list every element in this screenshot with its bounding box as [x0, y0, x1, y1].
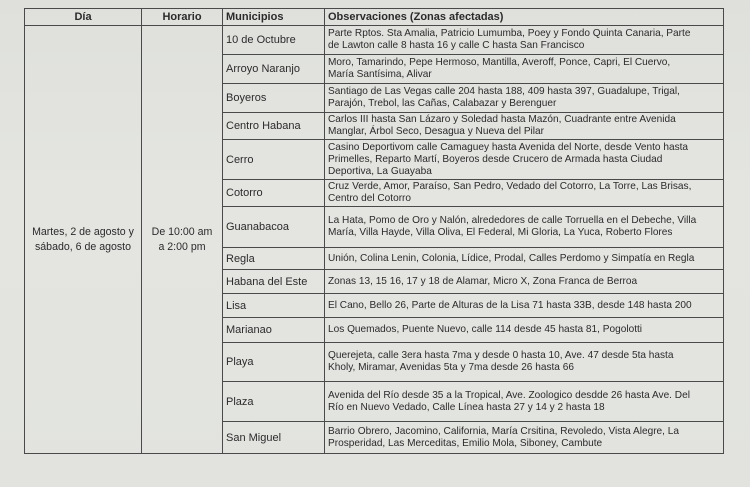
municipio-cell: Plaza: [223, 382, 325, 422]
observaciones-line: María Santísima, Alivar: [328, 69, 432, 80]
municipio-cell: Marianao: [223, 318, 325, 343]
observaciones-line: Kholy, Miramar, Avenidas 5ta y 7ma desde 26 hasta 66: [328, 362, 574, 373]
observaciones-line: Zonas 13, 15 16, 17 y 18 de Alamar, Micro X, Zona Franca de Berroa: [328, 275, 638, 287]
municipio-cell: Playa: [223, 343, 325, 382]
observaciones-line: Parajón, Trebol, las Cañas, Calabazar y Berenguer: [328, 98, 557, 109]
municipio-cell: Arroyo Naranjo: [223, 55, 325, 84]
observaciones-line: de Lawton calle 8 hasta 16 y calle C hasta San Francisco: [328, 40, 585, 51]
observaciones-line: Prosperidad, Las Merceditas, Emilio Mola, Siboney, Cambute: [328, 437, 603, 449]
observaciones-line: Santiago de Las Vegas calle 204 hasta 188, 409 hasta 397, Guadalupe, Trigal,: [328, 86, 680, 97]
observaciones-cell: [325, 140, 724, 180]
observaciones-cell: [325, 270, 724, 294]
municipio-cell: Guanabacoa: [223, 207, 325, 248]
observaciones-line: Los Quemados, Puente Nuevo, calle 114 desde 45 hasta 81, Pogolotti: [328, 324, 643, 335]
observaciones-cell: [325, 422, 724, 454]
dia-line: Martes, 2 de agosto y: [32, 225, 134, 238]
municipio-cell: Cerro: [223, 140, 325, 180]
observaciones-cell: [325, 294, 724, 318]
observaciones-cell: [325, 26, 724, 55]
observaciones-cell: [325, 318, 724, 343]
table-body: [25, 26, 724, 454]
header-municipios: Municipios: [223, 9, 325, 26]
observaciones-line: Deportiva, La Guayaba: [328, 165, 432, 177]
header-observaciones: Observaciones (Zonas afectadas): [325, 9, 724, 26]
observaciones-line: Querejeta, calle 3era hasta 7ma y desde 0 hasta 10, Ave. 47 desde 5ta hasta: [328, 350, 674, 361]
observaciones-line: Moro, Tamarindo, Pepe Hermoso, Mantilla, Averoff, Ponce, Capri, El Cuervo,: [328, 57, 671, 68]
municipio-cell: Habana del Este: [223, 270, 325, 294]
observaciones-cell: [325, 113, 724, 140]
observaciones-line: Casino Deportivom calle Camaguey hasta Avenida del Norte, desde Vento hasta: [328, 141, 689, 153]
municipio-cell: Boyeros: [223, 84, 325, 113]
municipio-cell: Centro Habana: [223, 113, 325, 140]
observaciones-line: Parte Rptos. Sta Amalia, Patricio Lumumba, Poey y Fondo Quinta Canaria, Parte: [328, 28, 691, 39]
table-header-row: [25, 9, 724, 26]
observaciones-line: El Cano, Bello 26, Parte de Alturas de la Lisa 71 hasta 33B, desde 148 hasta 200: [328, 299, 692, 311]
observaciones-cell: [325, 207, 724, 248]
municipio-cell: 10 de Octubre: [223, 26, 325, 55]
observaciones-line: Manglar, Árbol Seco, Desagua y Nueva del Pilar: [328, 126, 545, 137]
table-row: [25, 26, 724, 55]
observaciones-cell: [325, 382, 724, 422]
observaciones-line: Carlos III hasta San Lázaro y Soledad hasta Mazón, Cuadrante entre Avenida: [328, 114, 676, 125]
horario-line: De 10:00 am: [151, 225, 213, 238]
observaciones-cell: [325, 180, 724, 207]
observaciones-line: La Hata, Pomo de Oro y Nalón, alrededores de calle Torruella en el Debeche, Villa: [328, 215, 697, 226]
observaciones-line: Barrio Obrero, Jacomino, California, María Crsitina, Revoledo, Vista Alegre, La: [328, 425, 680, 437]
observaciones-line: Unión, Colina Lenin, Colonia, Lídice, Prodal, Calles Perdomo y Simpatía en Regla: [328, 252, 695, 264]
municipio-cell: Regla: [223, 248, 325, 270]
observaciones-line: Cruz Verde, Amor, Paraíso, San Pedro, Vedado del Cotorro, La Torre, Las Brisas,: [328, 181, 692, 192]
observaciones-cell: [325, 248, 724, 270]
observaciones-line: Avenida del Río desde 35 a la Tropical, Ave. Zoologico desdde 26 hasta Ave. Del: [328, 389, 690, 401]
observaciones-line: Río en Nuevo Vedado, Calle Línea hasta 27 y 14 y 2 hasta 18: [328, 401, 605, 413]
observaciones-cell: [325, 84, 724, 113]
dia-line: sábado, 6 de agosto: [34, 240, 131, 253]
observaciones-line: Centro del Cotorro: [328, 193, 412, 204]
horario-line: a 2:00 pm: [158, 240, 206, 253]
horario-cell: [142, 26, 223, 454]
observaciones-cell: [325, 55, 724, 84]
observaciones-line: Primelles, Reparto Martí, Boyeros desde Crucero de Armada hasta Ciudad: [328, 153, 663, 165]
header-dia: Día: [25, 9, 142, 26]
municipio-cell: Cotorro: [223, 180, 325, 207]
municipio-cell: Lisa: [223, 294, 325, 318]
observaciones-cell: [325, 343, 724, 382]
observaciones-line: María, Villa Hayde, Villa Oliva, El Federal, Mi Gloria, La Yuca, Roberto Flores: [328, 227, 673, 238]
header-horario: Horario: [142, 9, 223, 26]
power-outage-schedule-table: [24, 8, 724, 454]
municipio-cell: San Miguel: [223, 422, 325, 454]
dia-cell: [25, 26, 142, 454]
